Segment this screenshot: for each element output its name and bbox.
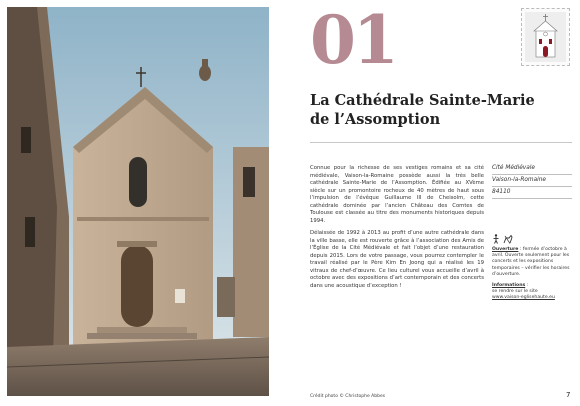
opening-label: Ouverture — [492, 247, 519, 252]
info-colon: : — [525, 283, 529, 289]
visitor-info — [492, 247, 574, 307]
body-paragraph: Connue pour la richesse de ses vestiges romains et sa cité médiévale, Vaison-la-Romaine possède aussi la très belle cathédrale Sainte-Marie de l’Assomption. Édifiée au XVème siècle sur un promontoire rocheux de 40 mètres de haut sous l’impulsion de l’évêque Guillaume III de Cheisolm, cette cathédrale dominée par l’ancien Château des Comtes de Toulouse est classée au titre des monuments historiques depuis 1994. — [310, 165, 484, 224]
info-label: Informations — [492, 283, 526, 289]
pet-icon — [504, 236, 512, 244]
photo-credit: Crédit photo © Christophe Abbes — [310, 394, 386, 399]
opening-text: : fermée d’octobre à avril. Ouverte seulement pour les concerts et les expositions temporaires – vérifier les horaires d’ouverture. — [492, 247, 570, 277]
chapel-icon — [525, 12, 566, 62]
accessibility-icon — [494, 234, 499, 243]
page-title — [310, 91, 550, 129]
title-line-2: de l’Assomption — [310, 111, 441, 128]
address-line-1: Cité Médiévale — [492, 163, 572, 175]
website-link[interactable]: www.vaison-eglisehaute.eu — [492, 295, 555, 301]
title-line-1: La Cathédrale Sainte-Marie — [310, 92, 535, 109]
address-line-2: Vaison-la-Romaine — [492, 175, 572, 187]
chapel-stamp — [521, 8, 570, 66]
body-paragraph: Délaissée de 1992 à 2013 au profit d’une autre cathédrale dans la ville basse, elle est rouverte grâce à l’association des Amis de l’Église de la Cité Médiévale et fait l’objet d’une restauration depuis 2015. Lors de votre passage, vous pourrez contempler le travail réalisé par le Père Kim En Joong qui a réalisé les 19 vitraux de chef-d’œuvre. Ce lieu culturel vous accueille d’avril à octobre avec des expositions d’art contemporain et des concerts dans une acoustique d’exception ! — [310, 230, 484, 289]
title-divider — [310, 142, 572, 143]
amenity-icons — [492, 229, 516, 248]
body-text — [310, 165, 484, 295]
section-number: 01 — [310, 1, 396, 79]
cathedral-photo — [7, 7, 269, 396]
page-number: 7 — [566, 391, 571, 399]
address-line-3: 84110 — [492, 187, 572, 199]
cathedral-illustration — [7, 7, 269, 396]
info-line: se rendre sur le site — [492, 289, 538, 295]
address-block — [492, 163, 572, 199]
